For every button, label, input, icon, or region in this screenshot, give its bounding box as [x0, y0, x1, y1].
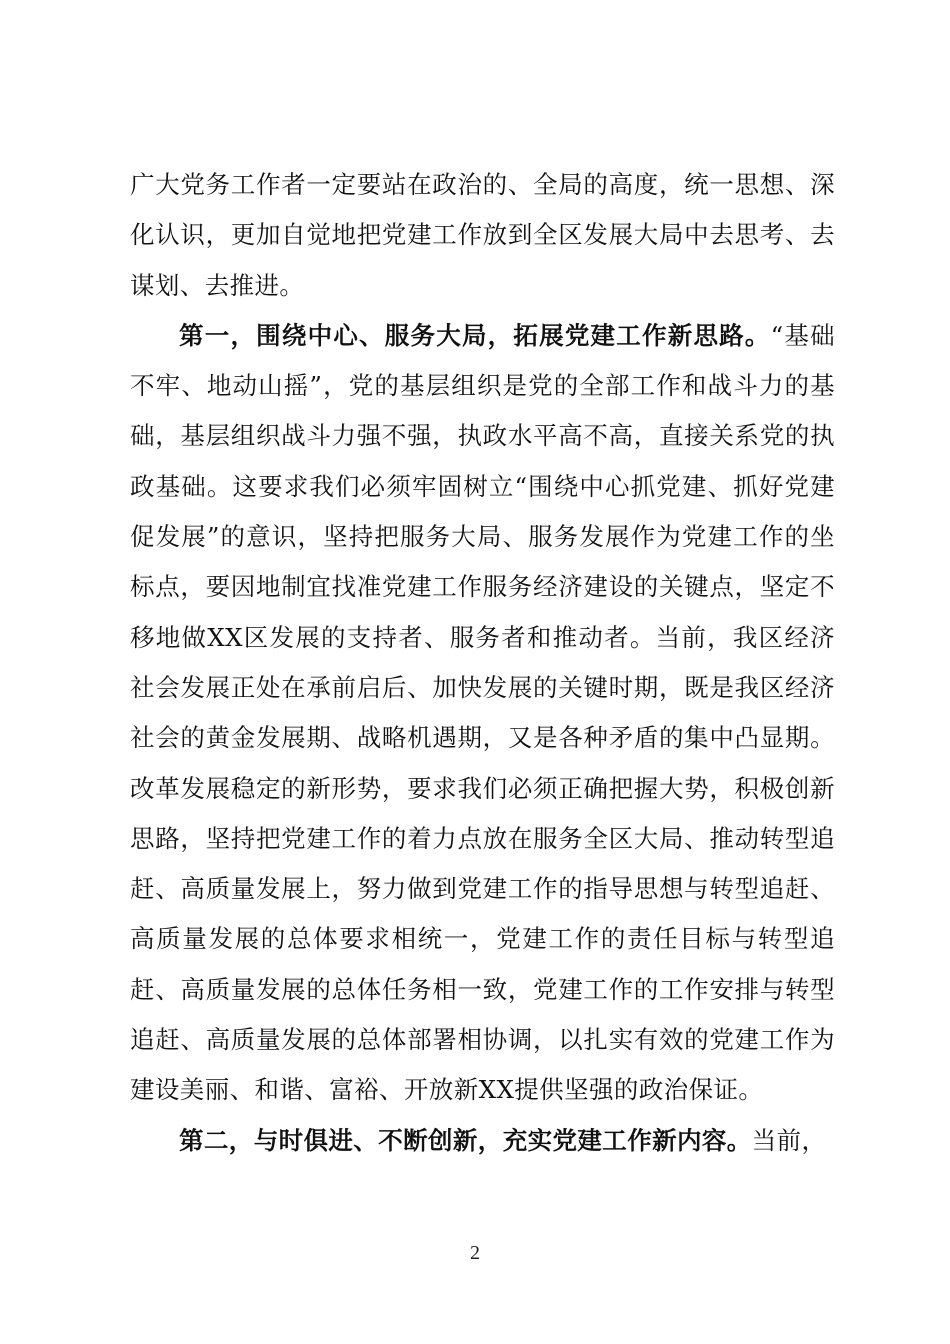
paragraph-second-point — [130, 1116, 835, 1166]
page-number: 2 — [470, 1242, 480, 1264]
paragraph-continuation — [130, 160, 835, 311]
paragraph-heading: 第一，围绕中心、服务大局，拓展党建工作新思路。 — [179, 320, 771, 350]
paragraph-first-point — [130, 311, 835, 1116]
document-body — [130, 160, 835, 1166]
paragraph-text: 当前， — [751, 1125, 827, 1155]
paragraph-heading: 第二，与时俱进、不断创新，充实党建工作新内容。 — [179, 1125, 752, 1155]
paragraph-text: “基础不牢、地动山摇”，党的基层组织是党的全部工作和战斗力的基础，基层组织战斗力强不强，执政水平高不高，直接关系党的执政基础。这要求我们必须牢固树立“围绕中心抓党建、抓好党建促发展”的意识，坚持把服务大局、服务发展作为党建工作的坐标点，要因地制宜找准党建工作服务经济建设的关键点，坚定不移地做XX区发展的支持者、服务者和推动者。当前，我区经济社会发展正处在承前启后、加快发展的关键时期，既是我区经济社会的黄金发展期、战略机遇期，又是各种矛盾的集中凸显期。改革发展稳定的新形势，要求我们必须正确把握大势，积极创新思路，坚持把党建工作的着力点放在服务全区大局、推动转型追赶、高质量发展上，努力做到党建工作的指导思想与转型追赶、高质量发展的总体要求相统一，党建工作的责任目标与转型追赶、高质量发展的总体任务相一致，党建工作的工作安排与转型追赶、高质量发展的总体部署相协调，以扎实有效的党建工作为建设美丽、和谐、富裕、开放新XX提供坚强的政治保证。 — [130, 320, 835, 1105]
paragraph-text: 广大党务工作者一定要站在政治的、全局的高度，统一思想、深化认识，更加自觉地把党建工作放到全区发展大局中去思考、去谋划、去推进。 — [130, 170, 835, 300]
